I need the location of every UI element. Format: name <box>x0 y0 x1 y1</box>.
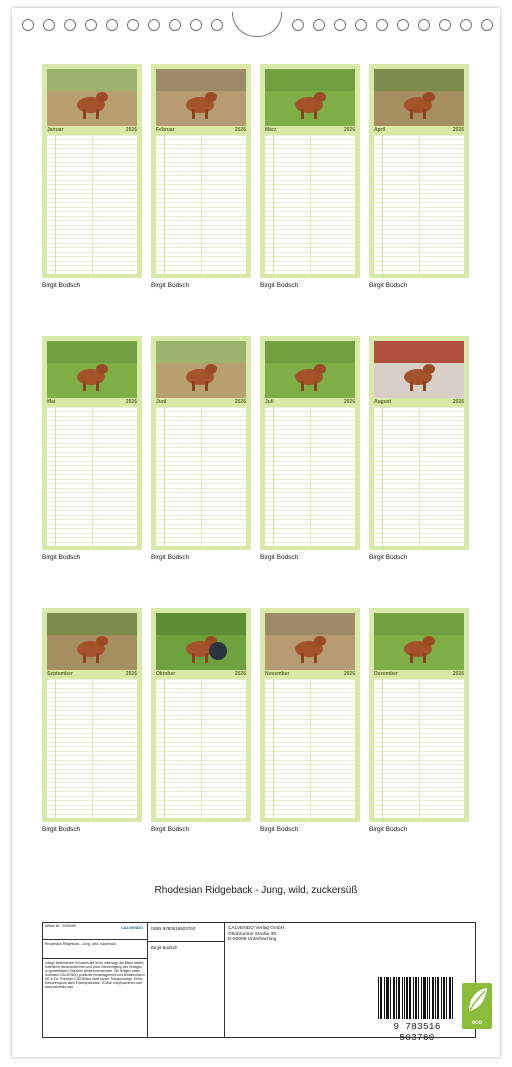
product-title-row: Rhodesian Ridgeback - Jung, wild, zuckersüß <box>43 940 147 959</box>
publisher-line: CALVENDO Verlag GmbH <box>228 926 285 931</box>
dog-photo <box>47 613 137 670</box>
month-juli <box>260 336 364 561</box>
binding-hole <box>397 19 409 31</box>
product-info-footer <box>42 922 483 1043</box>
month-dezember <box>369 608 473 833</box>
binding-hole <box>439 19 451 31</box>
month-card <box>151 336 251 550</box>
day-grid <box>156 679 246 818</box>
month-header <box>374 126 464 134</box>
month-card <box>42 336 142 550</box>
publisher-address <box>225 923 475 946</box>
month-photo <box>374 69 464 126</box>
calendar-title: Rhodesian Ridgeback - Jung, wild, zuckersüß <box>154 885 358 896</box>
month-header <box>265 126 355 134</box>
photo-author: Birgit Bodsch <box>260 826 299 833</box>
month-year: 2026 <box>234 399 246 405</box>
month-header <box>156 670 246 678</box>
month-märz <box>260 64 364 289</box>
eco-label-text: eco <box>471 1020 483 1026</box>
month-year: 2026 <box>452 671 464 677</box>
photo-author: Birgit Bodsch <box>42 282 81 289</box>
isbn: ISBN 9783516503760 <box>148 923 224 942</box>
month-photo <box>47 341 137 398</box>
dog-photo <box>47 69 137 126</box>
month-year: 2026 <box>452 399 464 405</box>
month-header <box>265 398 355 406</box>
isbn-column <box>148 923 225 1037</box>
month-april <box>369 64 473 289</box>
binding-hole <box>481 19 493 31</box>
month-juni <box>151 336 255 561</box>
month-name: August <box>374 399 392 405</box>
day-grid <box>156 407 246 546</box>
binding-hole <box>43 19 55 31</box>
month-photo <box>374 341 464 398</box>
dog-photo <box>374 341 464 398</box>
calvendo-logo: CALVENDO <box>120 925 143 930</box>
eco-label-icon <box>462 983 492 1029</box>
month-header <box>156 126 246 134</box>
article-number: Artikel Nr.: 2095465 <box>45 924 76 928</box>
month-oktober <box>151 608 255 833</box>
month-card <box>260 64 360 278</box>
day-grid <box>47 135 137 274</box>
binding-hole <box>292 19 304 31</box>
month-year: 2026 <box>452 127 464 133</box>
dog-photo <box>156 613 246 670</box>
barcode-number: 9 783516 503760 <box>393 1021 441 1043</box>
info-column <box>43 923 148 1037</box>
publisher-column <box>225 923 483 1043</box>
month-year: 2026 <box>343 127 355 133</box>
month-name: Februar <box>156 127 175 133</box>
month-card <box>151 608 251 822</box>
month-header <box>265 670 355 678</box>
month-photo <box>156 69 246 126</box>
day-grid <box>265 407 355 546</box>
month-card <box>369 608 469 822</box>
month-header <box>374 398 464 406</box>
binding-hole <box>148 19 160 31</box>
binding-hole <box>64 19 76 31</box>
publisher-line: D-82008 Unterhaching <box>228 937 277 943</box>
binding-hole <box>460 19 472 31</box>
binding-hole <box>418 19 430 31</box>
month-year: 2026 <box>234 127 246 133</box>
month-photo <box>265 341 355 398</box>
month-name: April <box>374 127 386 133</box>
binding-hole <box>190 19 202 31</box>
month-name: Januar <box>47 127 64 133</box>
month-name: Juli <box>265 399 274 405</box>
dog-photo <box>374 69 464 126</box>
photo-author: Birgit Bodsch <box>151 554 190 561</box>
month-card <box>151 64 251 278</box>
month-photo <box>47 613 137 670</box>
month-year: 2026 <box>343 399 355 405</box>
month-photo <box>374 613 464 670</box>
photo-author: Birgit Bodsch <box>260 282 299 289</box>
month-september <box>42 608 146 833</box>
dog-photo <box>47 341 137 398</box>
binding-hole <box>313 19 325 31</box>
photo-author: Birgit Bodsch <box>151 826 190 833</box>
leaf-icon <box>462 983 492 1017</box>
month-name: September <box>47 671 73 677</box>
photo-author: Birgit Bodsch <box>42 826 81 833</box>
month-name: Mai <box>47 399 56 405</box>
photo-author: Birgit Bodsch <box>369 826 408 833</box>
binding-hole <box>106 19 118 31</box>
photo-author: Birgit Bodsch <box>369 282 408 289</box>
month-year: 2026 <box>234 671 246 677</box>
month-photo <box>156 341 246 398</box>
dog-photo <box>374 613 464 670</box>
binding-hole <box>376 19 388 31</box>
month-januar <box>42 64 146 289</box>
photo-author: Birgit Bodsch <box>369 554 408 561</box>
barcode <box>378 977 454 1019</box>
day-grid <box>47 679 137 818</box>
month-name: Dezember <box>374 671 398 677</box>
legal-text: Infolge bestehender Schutzrechte ist es untersagt, die Bilder dieses Kalenders herauszutrennen und ohne Genehmigung des Verlages zu gewerblichen Zwecken weiterzuverwenden. Wir fertigen unser Sortiment CALVENDO produziert bedarfsgerecht und klimaneutral in DE & EU. Premium-CO2-Bilanz dank kurzer Transportwege. Keine Retourenquote dank Einzelproduktion. E-Mail: info@calvendo.com · www.calvendo.com <box>45 961 145 989</box>
month-card <box>42 64 142 278</box>
binding-hole <box>169 19 181 31</box>
month-header <box>47 126 137 134</box>
month-photo <box>265 69 355 126</box>
dog-photo <box>265 613 355 670</box>
month-august <box>369 336 473 561</box>
month-name: Juni <box>156 399 167 405</box>
month-year: 2026 <box>343 671 355 677</box>
month-header <box>47 670 137 678</box>
month-year: 2026 <box>125 127 137 133</box>
footer-author: Birgit Bodsch <box>151 945 178 950</box>
binding-hole <box>127 19 139 31</box>
month-card <box>260 608 360 822</box>
dog-photo <box>156 69 246 126</box>
day-grid <box>265 679 355 818</box>
month-header <box>47 398 137 406</box>
binding-hole <box>334 19 346 31</box>
month-year: 2026 <box>125 399 137 405</box>
month-name: November <box>265 671 290 677</box>
photo-author: Birgit Bodsch <box>260 554 299 561</box>
month-photo <box>47 69 137 126</box>
month-februar <box>151 64 255 289</box>
day-grid <box>374 407 464 546</box>
month-card <box>260 336 360 550</box>
day-grid <box>374 679 464 818</box>
photo-author: Birgit Bodsch <box>42 554 81 561</box>
photo-author: Birgit Bodsch <box>151 282 190 289</box>
dog-photo <box>265 69 355 126</box>
month-year: 2026 <box>125 671 137 677</box>
month-card <box>42 608 142 822</box>
month-card <box>369 336 469 550</box>
binding-hole <box>85 19 97 31</box>
article-row <box>43 923 147 940</box>
month-photo <box>156 613 246 670</box>
binding-hole <box>22 19 34 31</box>
binding-hole <box>355 19 367 31</box>
day-grid <box>156 135 246 274</box>
binding-hole <box>211 19 223 31</box>
day-grid <box>374 135 464 274</box>
month-card <box>369 64 469 278</box>
month-name: März <box>265 127 277 133</box>
month-header <box>156 398 246 406</box>
month-november <box>260 608 364 833</box>
day-grid <box>47 407 137 546</box>
month-mai <box>42 336 146 561</box>
publisher-line: Ottobrunner Straße 39 <box>228 931 276 937</box>
day-grid <box>265 135 355 274</box>
month-header <box>374 670 464 678</box>
dog-photo <box>265 341 355 398</box>
month-photo <box>265 613 355 670</box>
month-name: Oktober <box>156 671 176 677</box>
dog-photo <box>156 341 246 398</box>
